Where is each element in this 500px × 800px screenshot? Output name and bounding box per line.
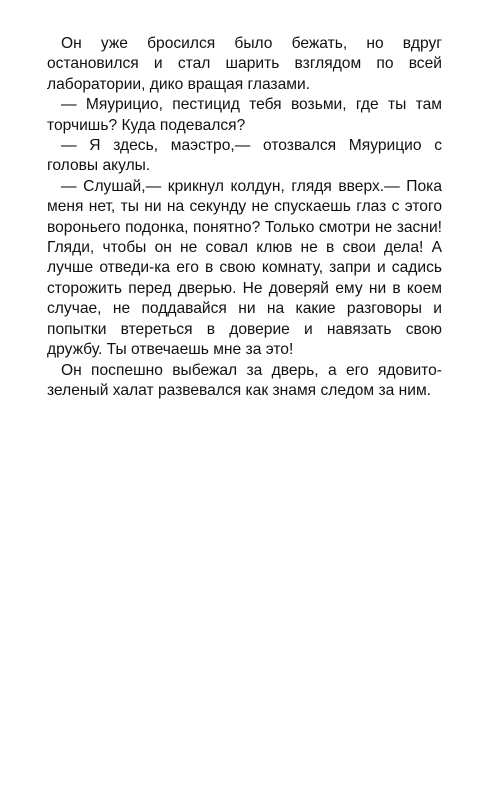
paragraph: — Мяурицио, пестицид тебя возьми, где ты там торчишь? Куда подевался? bbox=[47, 96, 442, 134]
paragraph: Он поспешно выбежал за дверь, а его ядовито-зеленый халат развевался как знамя следом за ним. bbox=[47, 361, 442, 399]
paragraph: — Я здесь, маэстро,— отозвался Мяурицио с головы акулы. bbox=[47, 137, 442, 175]
paragraph: Он уже бросился было бежать, но вдруг остановился и стал шарить взглядом по всей лаборатории, дико вращая глазами. bbox=[47, 35, 442, 93]
paragraph: — Слушай,— крикнул колдун, глядя вверх.— Пока меня нет, ты ни на секунду не спускаешь глаз с этого вороньего подонка, понятно? Только смотри не засни! Гляди, чтобы он не совал клюв не в свои дела! А лучше отведи-ка его в свою комнату, запри и садись сторожить перед дверью. Не доверяй ему ни в коем случае, не поддавайся ни на какие разговоры и попытки втереться в доверие и навязать свою дружбу. Ты отвечаешь мне за это! bbox=[47, 177, 442, 359]
page-text bbox=[47, 34, 442, 401]
